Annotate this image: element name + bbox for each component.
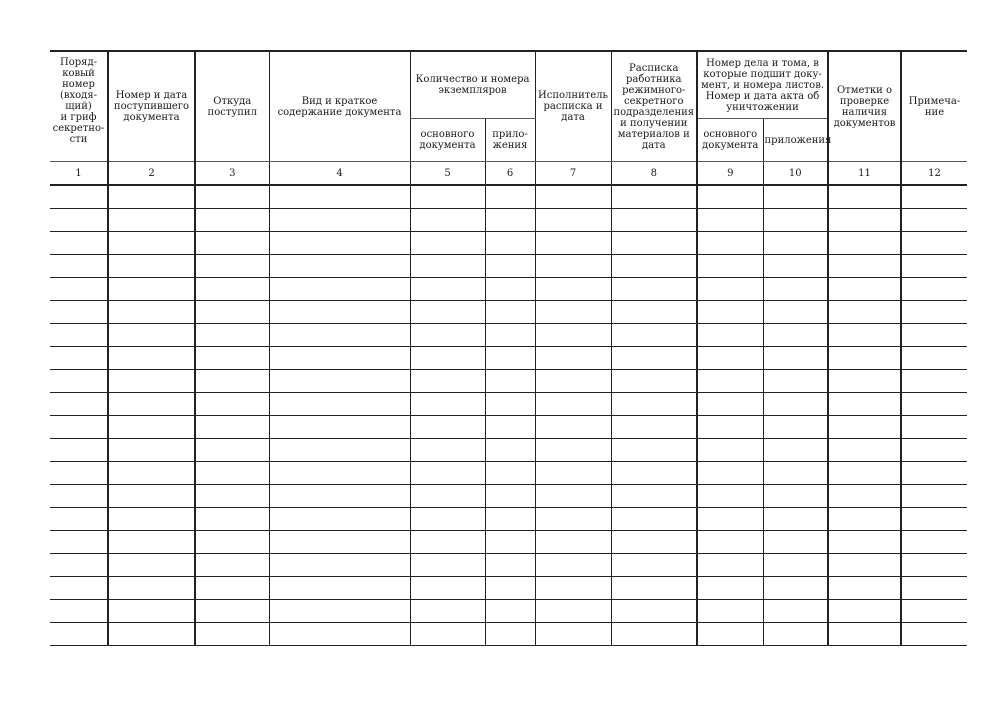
empty-entry-cell xyxy=(763,232,828,255)
empty-entry-cell xyxy=(763,600,828,623)
table-row xyxy=(50,185,967,209)
empty-entry-cell xyxy=(108,554,195,577)
header-copies-appendix: прило- жения xyxy=(485,119,535,162)
empty-entry-cell xyxy=(828,370,901,393)
empty-entry-cell xyxy=(108,255,195,278)
header-copies-group: Количество и номера экземпляров xyxy=(410,51,535,119)
empty-entry-cell xyxy=(697,577,763,600)
empty-entry-cell xyxy=(410,554,485,577)
empty-entry-cell xyxy=(697,439,763,462)
empty-entry-cell xyxy=(195,508,269,531)
empty-entry-cell xyxy=(485,623,535,646)
empty-entry-cell xyxy=(269,531,410,554)
empty-entry-cell xyxy=(697,531,763,554)
empty-entry-cell xyxy=(195,324,269,347)
empty-entry-cell xyxy=(50,462,108,485)
table-row xyxy=(50,347,967,370)
empty-entry-cell xyxy=(535,439,611,462)
table-row xyxy=(50,255,967,278)
empty-entry-cell xyxy=(410,485,485,508)
empty-entry-cell xyxy=(828,485,901,508)
header-notes: Примеча- ние xyxy=(901,51,967,162)
empty-entry-cell xyxy=(535,232,611,255)
empty-entry-cell xyxy=(611,324,697,347)
empty-entry-cell xyxy=(901,462,967,485)
empty-entry-cell xyxy=(50,508,108,531)
empty-entry-cell xyxy=(697,185,763,209)
empty-entry-cell xyxy=(697,370,763,393)
empty-entry-cell xyxy=(485,278,535,301)
table-row xyxy=(50,209,967,232)
table-row xyxy=(50,232,967,255)
empty-entry-cell xyxy=(269,185,410,209)
empty-entry-cell xyxy=(195,347,269,370)
empty-entry-cell xyxy=(108,577,195,600)
empty-entry-cell xyxy=(901,301,967,324)
empty-entry-cell xyxy=(195,600,269,623)
empty-entry-cell xyxy=(195,393,269,416)
empty-entry-cell xyxy=(697,347,763,370)
empty-entry-cell xyxy=(485,393,535,416)
empty-entry-cell xyxy=(697,393,763,416)
column-number: 6 xyxy=(485,162,535,186)
column-number: 5 xyxy=(410,162,485,186)
empty-entry-cell xyxy=(763,209,828,232)
empty-entry-cell xyxy=(269,439,410,462)
empty-entry-cell xyxy=(697,416,763,439)
column-number: 2 xyxy=(108,162,195,186)
empty-entry-cell xyxy=(763,347,828,370)
empty-entry-cell xyxy=(901,393,967,416)
empty-entry-cell xyxy=(269,347,410,370)
empty-entry-cell xyxy=(697,209,763,232)
empty-entry-cell xyxy=(763,255,828,278)
table-row xyxy=(50,623,967,646)
empty-entry-cell xyxy=(763,370,828,393)
empty-entry-cell xyxy=(535,347,611,370)
table-row xyxy=(50,577,967,600)
empty-entry-cell xyxy=(410,255,485,278)
empty-entry-cell xyxy=(195,278,269,301)
empty-entry-cell xyxy=(611,209,697,232)
empty-entry-cell xyxy=(763,439,828,462)
empty-entry-cell xyxy=(485,577,535,600)
empty-entry-cell xyxy=(828,209,901,232)
empty-entry-cell xyxy=(195,416,269,439)
empty-entry-cell xyxy=(535,485,611,508)
table-row xyxy=(50,439,967,462)
empty-entry-cell xyxy=(901,554,967,577)
empty-entry-cell xyxy=(195,554,269,577)
empty-entry-cell xyxy=(108,393,195,416)
empty-entry-cell xyxy=(828,439,901,462)
empty-entry-cell xyxy=(410,600,485,623)
empty-entry-cell xyxy=(485,462,535,485)
empty-entry-cell xyxy=(611,278,697,301)
empty-entry-cell xyxy=(901,600,967,623)
empty-entry-cell xyxy=(611,508,697,531)
empty-entry-cell xyxy=(535,324,611,347)
empty-entry-cell xyxy=(901,531,967,554)
empty-entry-cell xyxy=(195,577,269,600)
column-number: 8 xyxy=(611,162,697,186)
empty-entry-cell xyxy=(50,600,108,623)
empty-entry-cell xyxy=(485,416,535,439)
empty-entry-cell xyxy=(828,232,901,255)
table-row xyxy=(50,416,967,439)
empty-entry-cell xyxy=(697,462,763,485)
empty-entry-cell xyxy=(410,370,485,393)
empty-entry-cell xyxy=(108,370,195,393)
empty-entry-cell xyxy=(50,232,108,255)
empty-entry-cell xyxy=(410,416,485,439)
blank-entry-rows xyxy=(50,185,967,646)
empty-entry-cell xyxy=(697,508,763,531)
empty-entry-cell xyxy=(50,554,108,577)
empty-entry-cell xyxy=(50,185,108,209)
empty-entry-cell xyxy=(269,485,410,508)
empty-entry-cell xyxy=(50,485,108,508)
empty-entry-cell xyxy=(763,393,828,416)
empty-entry-cell xyxy=(269,324,410,347)
empty-entry-cell xyxy=(763,462,828,485)
empty-entry-cell xyxy=(611,370,697,393)
empty-entry-cell xyxy=(485,531,535,554)
empty-entry-cell xyxy=(828,577,901,600)
header-row-top xyxy=(50,51,967,119)
table-row xyxy=(50,508,967,531)
empty-entry-cell xyxy=(828,324,901,347)
table-row xyxy=(50,462,967,485)
empty-entry-cell xyxy=(901,209,967,232)
empty-entry-cell xyxy=(535,278,611,301)
empty-entry-cell xyxy=(901,370,967,393)
table-row xyxy=(50,393,967,416)
column-number: 7 xyxy=(535,162,611,186)
empty-entry-cell xyxy=(611,554,697,577)
empty-entry-cell xyxy=(485,600,535,623)
empty-entry-cell xyxy=(763,185,828,209)
empty-entry-cell xyxy=(269,623,410,646)
empty-entry-cell xyxy=(269,577,410,600)
header-content: Вид и краткое содержание документа xyxy=(269,51,410,162)
empty-entry-cell xyxy=(108,439,195,462)
empty-entry-cell xyxy=(108,232,195,255)
empty-entry-cell xyxy=(611,531,697,554)
empty-entry-cell xyxy=(901,232,967,255)
registration-journal-table xyxy=(50,50,967,646)
empty-entry-cell xyxy=(410,531,485,554)
table-row xyxy=(50,324,967,347)
table-row xyxy=(50,278,967,301)
empty-entry-cell xyxy=(901,255,967,278)
table-row xyxy=(50,370,967,393)
empty-entry-cell xyxy=(611,347,697,370)
column-number: 4 xyxy=(269,162,410,186)
empty-entry-cell xyxy=(611,600,697,623)
empty-entry-cell xyxy=(195,209,269,232)
empty-entry-cell xyxy=(195,255,269,278)
empty-entry-cell xyxy=(763,554,828,577)
empty-entry-cell xyxy=(410,439,485,462)
empty-entry-cell xyxy=(901,324,967,347)
empty-entry-cell xyxy=(697,255,763,278)
empty-entry-cell xyxy=(269,232,410,255)
empty-entry-cell xyxy=(901,623,967,646)
empty-entry-cell xyxy=(697,301,763,324)
empty-entry-cell xyxy=(410,347,485,370)
empty-entry-cell xyxy=(828,185,901,209)
empty-entry-cell xyxy=(108,278,195,301)
column-number: 10 xyxy=(763,162,828,186)
empty-entry-cell xyxy=(485,485,535,508)
empty-entry-cell xyxy=(828,554,901,577)
table-row xyxy=(50,531,967,554)
empty-entry-cell xyxy=(828,462,901,485)
empty-entry-cell xyxy=(828,416,901,439)
empty-entry-cell xyxy=(828,623,901,646)
empty-entry-cell xyxy=(269,508,410,531)
empty-entry-cell xyxy=(410,462,485,485)
empty-entry-cell xyxy=(410,209,485,232)
empty-entry-cell xyxy=(485,439,535,462)
empty-entry-cell xyxy=(269,209,410,232)
header-case-main: основного документа xyxy=(697,119,763,162)
empty-entry-cell xyxy=(269,370,410,393)
empty-entry-cell xyxy=(611,439,697,462)
empty-entry-cell xyxy=(108,416,195,439)
empty-entry-cell xyxy=(901,278,967,301)
empty-entry-cell xyxy=(108,462,195,485)
header-check-marks: Отметки о проверке наличия документов xyxy=(828,51,901,162)
empty-entry-cell xyxy=(269,462,410,485)
empty-entry-cell xyxy=(611,623,697,646)
header-receipt: Расписка работника режимного- секретного подразделения и получении материалов и дата xyxy=(611,51,697,162)
header-copies-main: основного документа xyxy=(410,119,485,162)
empty-entry-cell xyxy=(50,301,108,324)
empty-entry-cell xyxy=(763,485,828,508)
empty-entry-cell xyxy=(535,531,611,554)
empty-entry-cell xyxy=(410,278,485,301)
empty-entry-cell xyxy=(195,623,269,646)
empty-entry-cell xyxy=(828,347,901,370)
empty-entry-cell xyxy=(697,600,763,623)
empty-entry-cell xyxy=(410,508,485,531)
empty-entry-cell xyxy=(269,554,410,577)
empty-entry-cell xyxy=(410,185,485,209)
empty-entry-cell xyxy=(410,623,485,646)
empty-entry-cell xyxy=(535,416,611,439)
empty-entry-cell xyxy=(50,209,108,232)
empty-entry-cell xyxy=(108,324,195,347)
column-number-row xyxy=(50,162,967,186)
empty-entry-cell xyxy=(763,508,828,531)
empty-entry-cell xyxy=(697,623,763,646)
empty-entry-cell xyxy=(901,347,967,370)
empty-entry-cell xyxy=(828,393,901,416)
table-row xyxy=(50,554,967,577)
empty-entry-cell xyxy=(195,531,269,554)
empty-entry-cell xyxy=(828,301,901,324)
column-number: 1 xyxy=(50,162,108,186)
empty-entry-cell xyxy=(763,577,828,600)
empty-entry-cell xyxy=(535,209,611,232)
empty-entry-cell xyxy=(828,278,901,301)
empty-entry-cell xyxy=(269,301,410,324)
empty-entry-cell xyxy=(697,232,763,255)
empty-entry-cell xyxy=(535,508,611,531)
empty-entry-cell xyxy=(485,370,535,393)
empty-entry-cell xyxy=(901,439,967,462)
empty-entry-cell xyxy=(611,416,697,439)
empty-entry-cell xyxy=(611,393,697,416)
empty-entry-cell xyxy=(485,347,535,370)
empty-entry-cell xyxy=(269,278,410,301)
empty-entry-cell xyxy=(763,278,828,301)
empty-entry-cell xyxy=(485,209,535,232)
empty-entry-cell xyxy=(485,255,535,278)
empty-entry-cell xyxy=(535,623,611,646)
empty-entry-cell xyxy=(763,531,828,554)
empty-entry-cell xyxy=(195,439,269,462)
empty-entry-cell xyxy=(410,301,485,324)
empty-entry-cell xyxy=(763,623,828,646)
empty-entry-cell xyxy=(108,209,195,232)
empty-entry-cell xyxy=(611,255,697,278)
table-row xyxy=(50,301,967,324)
column-number: 11 xyxy=(828,162,901,186)
empty-entry-cell xyxy=(535,370,611,393)
empty-entry-cell xyxy=(50,439,108,462)
empty-entry-cell xyxy=(108,531,195,554)
header-doc-number-date: Номер и дата поступившего документа xyxy=(108,51,195,162)
empty-entry-cell xyxy=(901,577,967,600)
empty-entry-cell xyxy=(485,324,535,347)
empty-entry-cell xyxy=(535,577,611,600)
empty-entry-cell xyxy=(535,462,611,485)
empty-entry-cell xyxy=(50,393,108,416)
empty-entry-cell xyxy=(697,278,763,301)
empty-entry-cell xyxy=(108,508,195,531)
empty-entry-cell xyxy=(763,324,828,347)
header-serial-number: Поряд- ковый номер (входя- щий) и гриф секретно- сти xyxy=(50,51,108,162)
empty-entry-cell xyxy=(611,462,697,485)
empty-entry-cell xyxy=(611,185,697,209)
empty-entry-cell xyxy=(535,255,611,278)
empty-entry-cell xyxy=(763,301,828,324)
empty-entry-cell xyxy=(485,554,535,577)
empty-entry-cell xyxy=(535,185,611,209)
empty-entry-cell xyxy=(535,600,611,623)
empty-entry-cell xyxy=(611,232,697,255)
empty-entry-cell xyxy=(901,185,967,209)
empty-entry-cell xyxy=(697,485,763,508)
empty-entry-cell xyxy=(828,508,901,531)
empty-entry-cell xyxy=(901,508,967,531)
empty-entry-cell xyxy=(410,232,485,255)
table-row xyxy=(50,485,967,508)
column-number: 9 xyxy=(697,162,763,186)
empty-entry-cell xyxy=(50,347,108,370)
table-row xyxy=(50,600,967,623)
header-case-appendix: приложения xyxy=(763,119,828,162)
empty-entry-cell xyxy=(763,416,828,439)
empty-entry-cell xyxy=(50,577,108,600)
empty-entry-cell xyxy=(195,462,269,485)
empty-entry-cell xyxy=(828,531,901,554)
empty-entry-cell xyxy=(50,623,108,646)
empty-entry-cell xyxy=(50,255,108,278)
empty-entry-cell xyxy=(485,232,535,255)
header-origin: Откуда поступил xyxy=(195,51,269,162)
column-number: 12 xyxy=(901,162,967,186)
empty-entry-cell xyxy=(828,255,901,278)
column-number: 3 xyxy=(195,162,269,186)
empty-entry-cell xyxy=(108,301,195,324)
empty-entry-cell xyxy=(195,370,269,393)
empty-entry-cell xyxy=(611,485,697,508)
empty-entry-cell xyxy=(410,393,485,416)
empty-entry-cell xyxy=(535,393,611,416)
empty-entry-cell xyxy=(50,278,108,301)
header-executor: Исполнитель расписка и дата xyxy=(535,51,611,162)
empty-entry-cell xyxy=(108,623,195,646)
empty-entry-cell xyxy=(269,416,410,439)
empty-entry-cell xyxy=(901,485,967,508)
empty-entry-cell xyxy=(50,324,108,347)
empty-entry-cell xyxy=(50,531,108,554)
empty-entry-cell xyxy=(828,600,901,623)
empty-entry-cell xyxy=(485,301,535,324)
empty-entry-cell xyxy=(611,301,697,324)
empty-entry-cell xyxy=(195,301,269,324)
empty-entry-cell xyxy=(410,324,485,347)
empty-entry-cell xyxy=(697,554,763,577)
empty-entry-cell xyxy=(697,324,763,347)
empty-entry-cell xyxy=(269,393,410,416)
empty-entry-cell xyxy=(269,255,410,278)
empty-entry-cell xyxy=(485,508,535,531)
empty-entry-cell xyxy=(50,370,108,393)
empty-entry-cell xyxy=(485,185,535,209)
empty-entry-cell xyxy=(108,347,195,370)
header-case-volume-group: Номер дела и тома, в которые подшит доку- мент, и номера листов. Номер и дата акта об уничтожении xyxy=(697,51,828,119)
empty-entry-cell xyxy=(108,485,195,508)
empty-entry-cell xyxy=(611,577,697,600)
empty-entry-cell xyxy=(269,600,410,623)
empty-entry-cell xyxy=(195,232,269,255)
empty-entry-cell xyxy=(535,554,611,577)
empty-entry-cell xyxy=(50,416,108,439)
empty-entry-cell xyxy=(108,185,195,209)
empty-entry-cell xyxy=(901,416,967,439)
empty-entry-cell xyxy=(410,577,485,600)
empty-entry-cell xyxy=(535,301,611,324)
empty-entry-cell xyxy=(108,600,195,623)
empty-entry-cell xyxy=(195,185,269,209)
empty-entry-cell xyxy=(195,485,269,508)
